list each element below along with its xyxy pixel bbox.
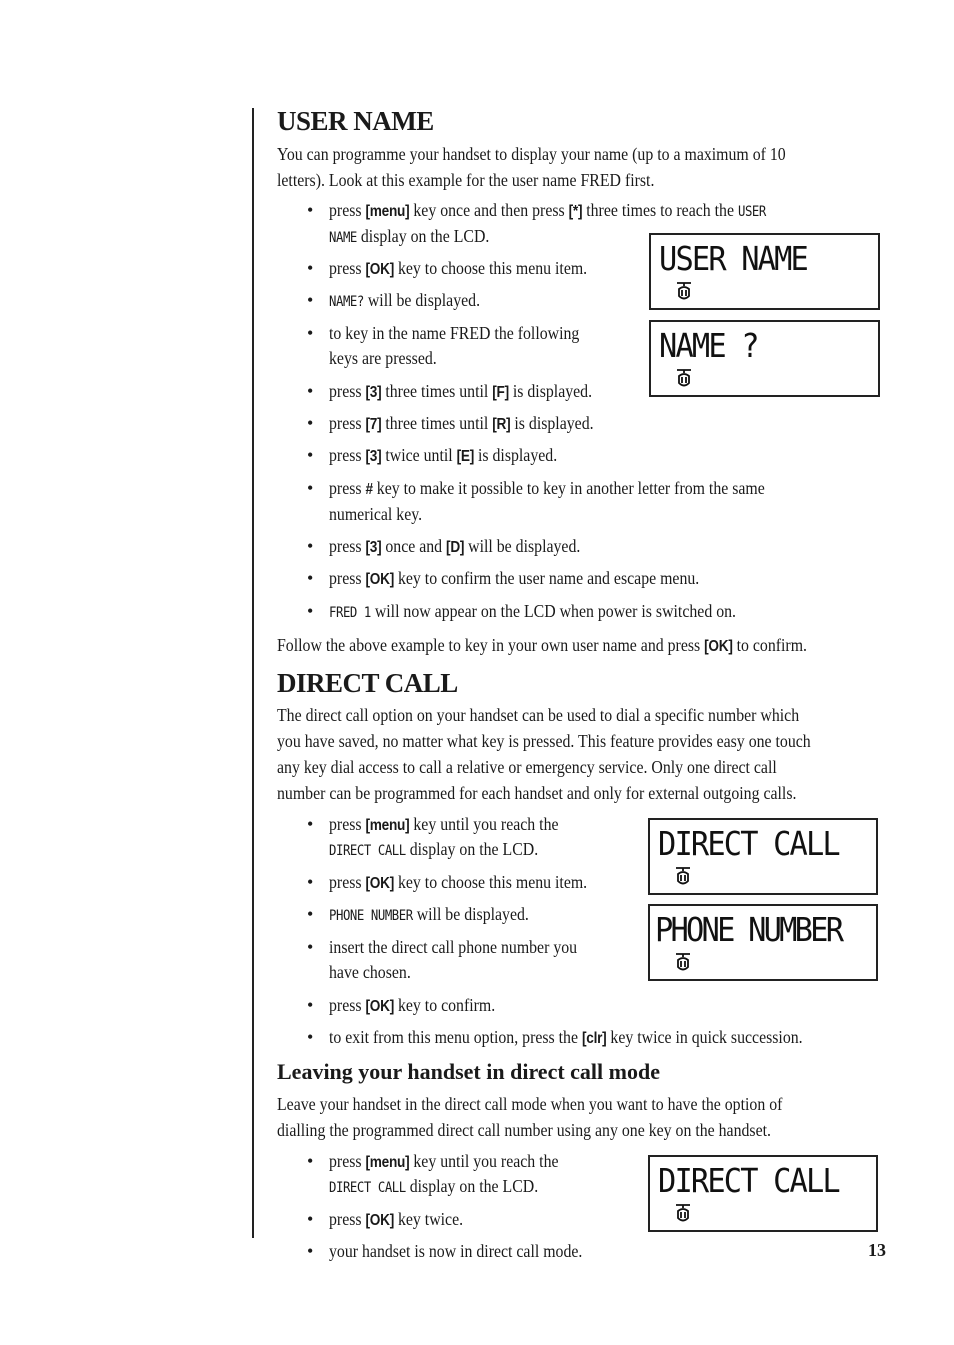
lcd-text: DIRECT CALL [658, 1161, 839, 1200]
lcd-inline-text: USER [737, 204, 766, 220]
lcd-display-user-name [649, 233, 880, 310]
section-direct-call [277, 668, 889, 698]
lcd-inline-text: NAME? [329, 294, 364, 310]
key-clr: [clr] [581, 1030, 607, 1047]
subheading-leaving: Leaving your handset in direct call mode [277, 1059, 660, 1084]
intro-line: dialling the programmed direct call number using any one key on the handset. [277, 1120, 771, 1140]
lcd-display-name [649, 320, 880, 397]
key-star: [*] [568, 203, 583, 220]
direct-call-intro [277, 702, 889, 812]
leaving-intro [277, 1091, 889, 1147]
heading-user-name: USER NAME [277, 106, 434, 136]
key-menu: [menu] [365, 1154, 410, 1171]
lcd-text: PHONE NUMBER [655, 910, 842, 949]
key-ok: [OK] [704, 638, 733, 655]
key-ok: [OK] [365, 875, 395, 892]
handset-icon [674, 866, 692, 888]
handset-icon [675, 368, 693, 390]
lcd-display-phone-number [648, 904, 878, 981]
intro-line: You can programme your handset to display your name (up to a maximum of 10 [277, 144, 786, 164]
intro-line: number can be programmed for each handset and only for external outgoing calls. [277, 783, 797, 803]
key-menu: [menu] [365, 203, 410, 220]
key-ok: [OK] [365, 998, 395, 1015]
key-menu: [menu] [365, 817, 410, 834]
page-number: 13 [868, 1240, 886, 1260]
lcd-display-direct-call-mode [648, 1155, 878, 1232]
lcd-inline-text: FRED 1 [329, 605, 371, 621]
heading-direct-call: DIRECT CALL [277, 668, 458, 698]
user-name-intro [277, 141, 889, 201]
intro-line: letters). Look at this example for the user name FRED first. [277, 170, 655, 190]
handset-icon [674, 1203, 692, 1225]
lcd-text: USER NAME [659, 239, 807, 278]
intro-line: any key dial access to call a relative or emergency service. Only one direct call [277, 757, 777, 777]
lcd-text: DIRECT CALL [658, 824, 839, 863]
handset-icon [675, 281, 693, 303]
margin-rule [252, 108, 254, 1238]
intro-line: you have saved, no matter what key is pressed. This feature provides easy one touch [277, 731, 811, 751]
lcd-display-direct-call [648, 818, 878, 895]
lcd-inline-text: DIRECT CALL [329, 1180, 406, 1196]
handset-icon [674, 952, 692, 974]
intro-line: Leave your handset in the direct call mode when you want to have the option of [277, 1094, 783, 1114]
key-ok: [OK] [365, 261, 395, 278]
section-user-name [277, 106, 889, 136]
lcd-inline-text: DIRECT CALL [329, 843, 406, 859]
lcd-inline-text: PHONE NUMBER [329, 908, 413, 924]
intro-line: The direct call option on your handset can be used to dial a specific number which [277, 705, 800, 725]
key-ok: [OK] [365, 1212, 395, 1229]
lcd-inline-text: NAME [329, 230, 357, 246]
lcd-text: NAME ? [659, 326, 758, 365]
section-leaving-direct-call [277, 1059, 889, 1085]
